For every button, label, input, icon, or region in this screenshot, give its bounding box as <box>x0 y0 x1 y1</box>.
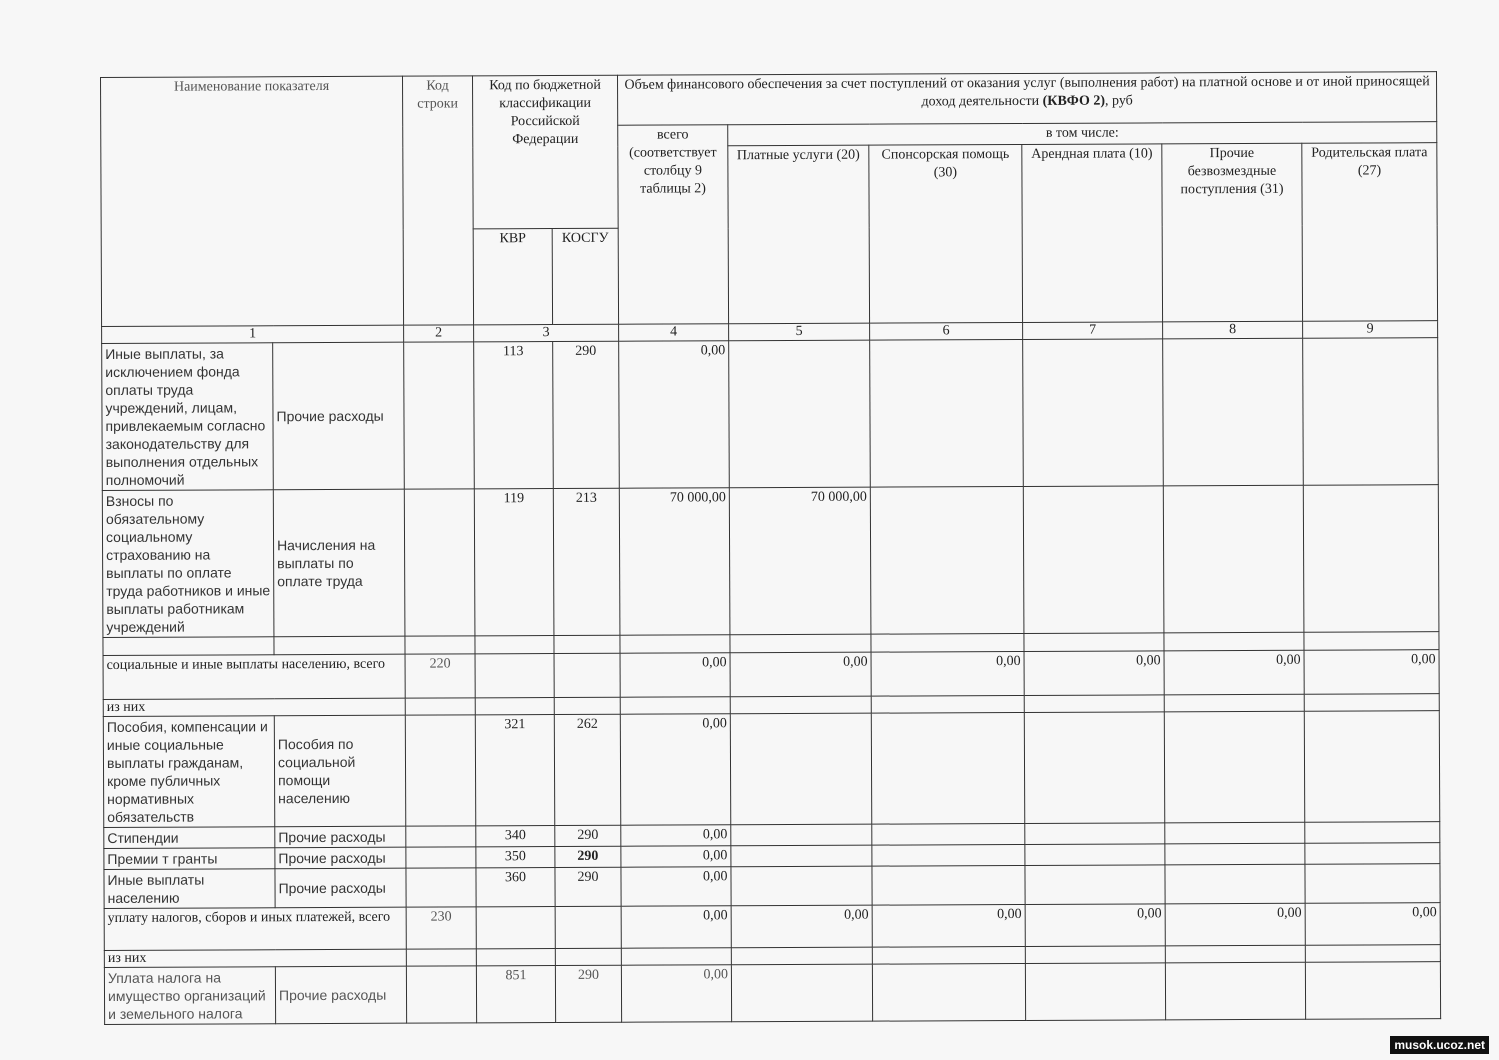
of-which-label: из них <box>104 949 406 967</box>
colnum: 9 <box>1303 321 1438 339</box>
row-kvr: 321 <box>475 715 554 826</box>
row-total: 0,00 <box>619 341 730 488</box>
header-kvr: КВР <box>473 229 552 325</box>
group-rent: 0,00 <box>1024 651 1164 696</box>
row-kvr: 340 <box>476 826 555 847</box>
group-sponsor: 0,00 <box>871 651 1024 696</box>
row-kosgu: 290 <box>555 846 621 867</box>
row-sub: Прочие расходы <box>275 966 406 1024</box>
row-name: Пособия, компенсации и иные социальные выплаты гражданам, кроме публичных нормативных обязательств <box>103 716 274 828</box>
row-name: Стипендии <box>104 827 275 849</box>
group-other: 0,00 <box>1164 650 1304 695</box>
header-parent: Родительская плата (27) <box>1302 143 1438 322</box>
row-paid: 70 000,00 <box>729 487 871 635</box>
row-name: Иные выплаты населению <box>104 869 275 909</box>
row-total: 0,00 <box>621 867 731 906</box>
group-row <box>103 650 1439 700</box>
header-volume-unit: , руб <box>1104 93 1133 109</box>
header-code: Код строки <box>402 76 473 325</box>
group-rent: 0,00 <box>1025 904 1165 947</box>
header-sponsor: Спонсорская помощь (30) <box>869 144 1023 323</box>
table-row <box>104 962 1440 1025</box>
row-name: Уплата налога на имущество организаций и земельного налога <box>104 967 275 1025</box>
row-total: 0,00 <box>621 965 731 1022</box>
colnum: 4 <box>619 324 729 341</box>
of-which-label: из них <box>103 698 405 716</box>
row-kvr: 350 <box>476 847 555 868</box>
group-other: 0,00 <box>1165 903 1305 946</box>
row-sub: Прочие расходы <box>275 847 406 869</box>
row-sub: Прочие расходы <box>275 826 406 848</box>
row-total: 0,00 <box>621 825 731 846</box>
table-row <box>102 338 1439 491</box>
financial-table <box>100 71 1441 1025</box>
colnum: 5 <box>729 323 870 341</box>
colnum: 3 <box>474 324 619 342</box>
group-code: 230 <box>406 907 476 949</box>
row-sub: Прочие расходы <box>275 868 406 908</box>
row-name: Взносы по обязательному социальному страхованию на выплаты по оплате труда работников и иные выплаты работникам учреждений <box>102 490 274 638</box>
group-total: 0,00 <box>621 906 731 948</box>
header-volume-text: Объем финансового обеспечения за счет поступлений от оказания услуг (выполнения работ) на платной основе и от иной приносящей доход деятельности <box>624 74 1430 110</box>
row-total: 0,00 <box>620 714 730 825</box>
row-name: Иные выплаты, за исключением фонда оплаты труда учреждений, лицам, привлекаемым согласно законодательству для выполнения отдельных полномочий <box>102 343 274 491</box>
group-paid: 0,00 <box>730 652 871 697</box>
group-name: уплату налогов, сборов и иных платежей, всего <box>104 907 406 950</box>
group-total: 0,00 <box>620 653 730 697</box>
row-kosgu: 290 <box>555 867 621 906</box>
header-total: всего (соответствует столбцу 9 таблицы 2) <box>618 125 729 324</box>
colnum: 6 <box>870 322 1023 340</box>
group-parent: 0,00 <box>1305 903 1440 946</box>
group-sponsor: 0,00 <box>872 904 1025 947</box>
colnum: 7 <box>1023 322 1163 340</box>
header-volume <box>617 72 1436 126</box>
header-other: Прочие безвозмездные поступления (31) <box>1162 143 1303 322</box>
group-paid: 0,00 <box>731 905 872 948</box>
row-kvr: 360 <box>476 868 555 907</box>
table-row <box>102 485 1439 638</box>
header-incl: в том числе: <box>728 122 1437 146</box>
row-kosgu: 213 <box>553 488 620 635</box>
row-total: 0,00 <box>621 846 731 867</box>
header-name: Наименование показателя <box>101 76 404 326</box>
header-kosgu: КОСГУ <box>552 228 618 324</box>
site-watermark: musok.ucoz.net <box>1390 1036 1489 1054</box>
row-total: 70 000,00 <box>619 488 730 635</box>
row-sub: Пособия по социальной помощи населению <box>274 715 405 827</box>
group-parent: 0,00 <box>1304 650 1439 695</box>
table-row <box>104 864 1440 909</box>
row-kvr: 113 <box>474 342 554 489</box>
colnum: 2 <box>404 325 474 342</box>
header-bk: Код по бюджетной классификации Российской Федерации <box>472 75 618 229</box>
row-kvr: 119 <box>474 489 554 636</box>
header-paid: Платные услуги (20) <box>728 145 870 324</box>
row-name: Премии т гранты <box>104 848 275 870</box>
row-kosgu: 262 <box>554 714 620 825</box>
row-sub: Начисления на выплаты по оплате труда <box>273 489 405 637</box>
table-row <box>103 711 1440 828</box>
group-code: 220 <box>405 654 475 698</box>
colnum: 1 <box>102 325 404 343</box>
group-name: социальные и иные выплаты населению, всего <box>103 654 405 699</box>
group-row <box>104 903 1440 951</box>
row-kvr: 851 <box>476 966 555 1023</box>
row-kosgu: 290 <box>553 341 620 488</box>
header-volume-kvfo: (КВФО 2) <box>1042 93 1106 109</box>
row-kosgu: 290 <box>555 825 621 846</box>
row-kosgu: 290 <box>555 965 621 1022</box>
header-rent: Арендная плата (10) <box>1022 144 1163 323</box>
row-sub: Прочие расходы <box>273 342 405 490</box>
colnum: 8 <box>1163 321 1303 339</box>
